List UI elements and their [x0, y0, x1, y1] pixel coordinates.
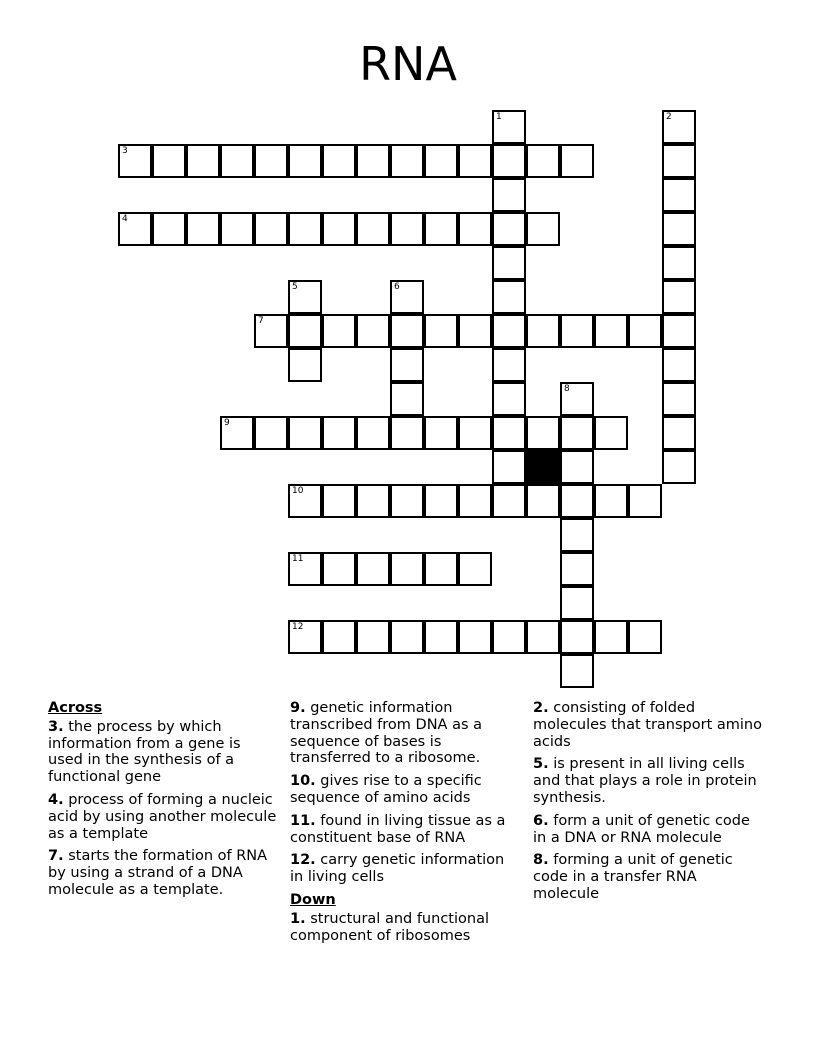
grid-cell[interactable]: [322, 620, 356, 654]
grid-cell[interactable]: [458, 552, 492, 586]
grid-cell[interactable]: [492, 314, 526, 348]
grid-cell[interactable]: [594, 620, 628, 654]
down-heading: Down: [290, 891, 336, 908]
grid-cell[interactable]: [628, 620, 662, 654]
grid-cell[interactable]: [662, 450, 696, 484]
grid-cell[interactable]: [560, 484, 594, 518]
grid-cell[interactable]: [356, 484, 390, 518]
grid-cell[interactable]: [254, 416, 288, 450]
grid-cell[interactable]: [662, 212, 696, 246]
grid-cell[interactable]: [662, 280, 696, 314]
grid-cell[interactable]: [390, 144, 424, 178]
grid-cell[interactable]: [526, 416, 560, 450]
grid-cell[interactable]: [560, 654, 594, 688]
clues-column-3: [533, 700, 765, 909]
grid-cell[interactable]: [186, 144, 220, 178]
page-title: RNA: [359, 37, 457, 91]
grid-cell[interactable]: [356, 552, 390, 586]
grid-cell[interactable]: [458, 416, 492, 450]
grid-cell[interactable]: [492, 246, 526, 280]
grid-cell[interactable]: [424, 552, 458, 586]
grid-cell[interactable]: [560, 144, 594, 178]
grid-cell[interactable]: [492, 348, 526, 382]
across-clue-7: 7. starts the formation of RNA by using a strand of a DNA molecule as a template.: [48, 848, 268, 898]
grid-cell[interactable]: [662, 348, 696, 382]
grid-cell[interactable]: [356, 212, 390, 246]
across-clue-11: 11. found in living tissue as a constituent base of RNA: [290, 812, 506, 846]
grid-cell[interactable]: [424, 144, 458, 178]
grid-cell[interactable]: [594, 484, 628, 518]
grid-cell[interactable]: [322, 552, 356, 586]
cell-number: 6: [394, 282, 400, 292]
grid-cell[interactable]: [492, 280, 526, 314]
grid-cell[interactable]: [662, 382, 696, 416]
grid-cell[interactable]: [662, 178, 696, 212]
grid-cell[interactable]: [560, 416, 594, 450]
grid-cell[interactable]: [662, 144, 696, 178]
cell-number: 3: [122, 146, 128, 156]
grid-cell[interactable]: [288, 416, 322, 450]
cell-number: 12: [292, 622, 304, 632]
grid-cell[interactable]: [492, 382, 526, 416]
grid-cell[interactable]: [322, 212, 356, 246]
grid-cell[interactable]: [390, 620, 424, 654]
grid-cell[interactable]: [458, 620, 492, 654]
grid-cell[interactable]: [560, 586, 594, 620]
down-clue-1: 1. structural and functional component of ribosomes: [290, 910, 489, 944]
grid-cell[interactable]: [322, 416, 356, 450]
grid-cell[interactable]: [424, 212, 458, 246]
grid-cell[interactable]: [662, 110, 696, 144]
cell-number: 10: [292, 486, 304, 496]
grid-cell[interactable]: [594, 314, 628, 348]
down-clue-8: 8. forming a unit of genetic code in a transfer RNA molecule: [533, 852, 733, 902]
across-clue-12: 12. carry genetic information in living cells: [290, 852, 505, 886]
grid-cell[interactable]: [118, 212, 152, 246]
blocked-cell: [526, 450, 560, 484]
grid-cell[interactable]: [118, 144, 152, 178]
grid-cell[interactable]: [390, 212, 424, 246]
grid-cell[interactable]: [560, 314, 594, 348]
grid-cell[interactable]: [424, 484, 458, 518]
grid-cell[interactable]: [526, 484, 560, 518]
grid-cell[interactable]: [288, 314, 322, 348]
cell-number: 1: [496, 112, 502, 122]
grid-cell[interactable]: [560, 552, 594, 586]
cell-number: 8: [564, 384, 570, 394]
grid-cell[interactable]: [560, 382, 594, 416]
grid-cell[interactable]: [288, 144, 322, 178]
grid-cell[interactable]: [662, 246, 696, 280]
down-clue-6: 6. form a unit of genetic code in a DNA or RNA molecule: [533, 812, 750, 846]
grid-cell[interactable]: [288, 620, 322, 654]
cell-number: 9: [224, 418, 230, 428]
grid-cell[interactable]: [288, 280, 322, 314]
grid-cell[interactable]: [492, 110, 526, 144]
grid-cell[interactable]: [390, 484, 424, 518]
cell-number: 5: [292, 282, 298, 292]
grid-cell[interactable]: [390, 280, 424, 314]
grid-cell[interactable]: [560, 620, 594, 654]
cell-number: 11: [292, 554, 304, 564]
grid-cell[interactable]: [254, 314, 288, 348]
grid-cell[interactable]: [458, 212, 492, 246]
cell-number: 7: [258, 316, 264, 326]
cell-number: 2: [666, 112, 672, 122]
clues-column-1: [48, 700, 280, 905]
grid-cell[interactable]: [254, 144, 288, 178]
across-clue-10: 10. gives rise to a specific sequence of amino acids: [290, 773, 482, 806]
grid-cell[interactable]: [594, 416, 628, 450]
grid-cell[interactable]: [288, 212, 322, 246]
grid-cell[interactable]: [152, 212, 186, 246]
across-heading: Across: [48, 700, 103, 716]
grid-cell[interactable]: [526, 144, 560, 178]
grid-cell[interactable]: [152, 144, 186, 178]
grid-cell[interactable]: [492, 484, 526, 518]
grid-cell[interactable]: [356, 620, 390, 654]
grid-cell[interactable]: [288, 484, 322, 518]
across-clue-9: 9. genetic information transcribed from DNA as a sequence of bases is transferred to a ribosome.: [290, 700, 483, 767]
grid-cell[interactable]: [492, 416, 526, 450]
grid-cell[interactable]: [390, 348, 424, 382]
grid-cell[interactable]: [526, 212, 560, 246]
grid-cell[interactable]: [492, 450, 526, 484]
grid-cell[interactable]: [458, 484, 492, 518]
grid-cell[interactable]: [322, 484, 356, 518]
grid-cell[interactable]: [220, 212, 254, 246]
grid-cell[interactable]: [356, 314, 390, 348]
grid-cell[interactable]: [356, 416, 390, 450]
across-clue-4: 4. process of forming a nucleic acid by using another molecule as a template: [48, 791, 277, 842]
grid-cell[interactable]: [356, 144, 390, 178]
grid-cell[interactable]: [628, 314, 662, 348]
grid-cell[interactable]: [560, 450, 594, 484]
grid-cell[interactable]: [492, 212, 526, 246]
grid-cell[interactable]: [390, 552, 424, 586]
grid-cell[interactable]: [424, 314, 458, 348]
grid-cell[interactable]: [390, 314, 424, 348]
grid-cell[interactable]: [288, 552, 322, 586]
grid-cell[interactable]: [220, 416, 254, 450]
grid-cell[interactable]: [254, 212, 288, 246]
grid-cell[interactable]: [492, 144, 526, 178]
grid-cell[interactable]: [186, 212, 220, 246]
grid-cell[interactable]: [458, 314, 492, 348]
grid-cell[interactable]: [220, 144, 254, 178]
grid-cell[interactable]: [560, 518, 594, 552]
grid-cell[interactable]: [288, 348, 322, 382]
grid-cell[interactable]: [424, 620, 458, 654]
grid-cell[interactable]: [424, 416, 458, 450]
grid-cell[interactable]: [492, 620, 526, 654]
grid-cell[interactable]: [526, 314, 560, 348]
grid-cell[interactable]: [390, 416, 424, 450]
grid-cell[interactable]: [662, 314, 696, 348]
grid-cell[interactable]: [322, 144, 356, 178]
grid-cell[interactable]: [662, 416, 696, 450]
down-clue-5: 5. is present in all living cells and that plays a role in protein synthesis.: [533, 756, 757, 806]
grid-cell[interactable]: [492, 178, 526, 212]
across-clue-3: 3. the process by which information from a gene is used in the synthesis of a functional gene: [48, 718, 241, 786]
grid-cell[interactable]: [458, 144, 492, 178]
grid-cell[interactable]: [322, 314, 356, 348]
cell-number: 4: [122, 214, 128, 224]
clues-column-2: [290, 700, 522, 950]
grid-cell[interactable]: [628, 484, 662, 518]
down-clue-2: 2. consisting of folded molecules that transport amino acids: [533, 700, 762, 750]
grid-cell[interactable]: [526, 620, 560, 654]
grid-cell[interactable]: [390, 382, 424, 416]
